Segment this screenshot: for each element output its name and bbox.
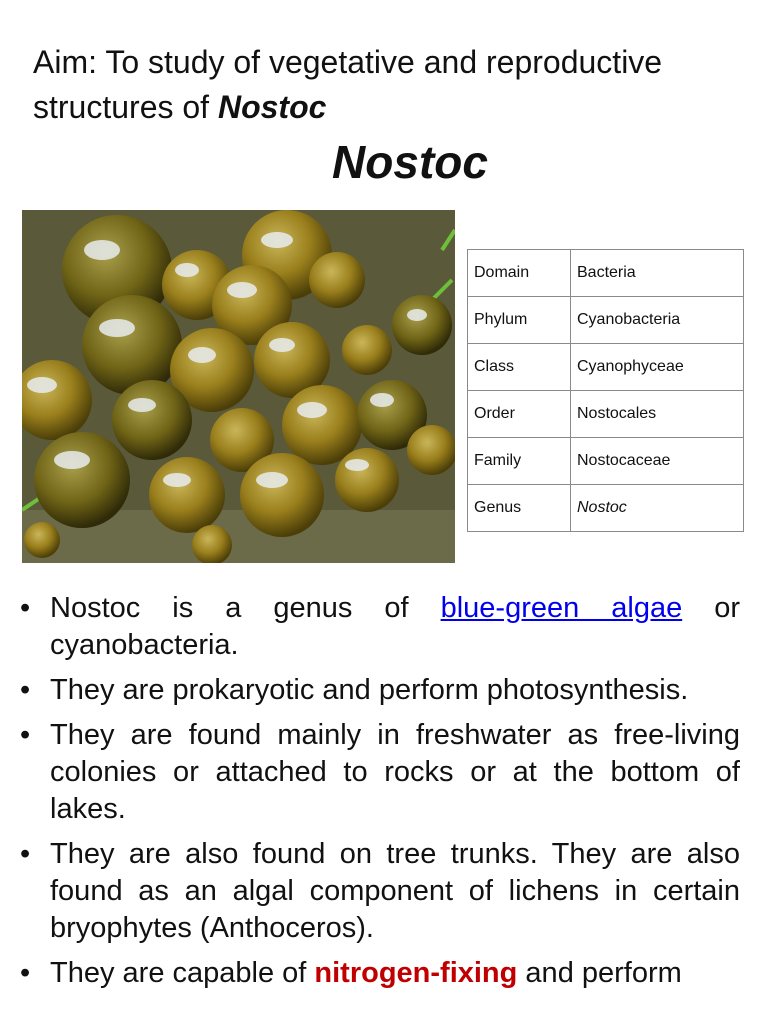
blue-green-algae-link[interactable]: blue-green algae bbox=[440, 592, 683, 624]
bullet-item bbox=[20, 955, 740, 992]
bullet-text: or cyanobacteria. bbox=[50, 592, 740, 661]
aim-text: Aim: To study of vegetative and reproductive structures of bbox=[33, 44, 663, 125]
nostoc-photo bbox=[22, 210, 455, 563]
bullet-list bbox=[20, 590, 740, 1000]
nitrogen-fixing-highlight: nitrogen-fixing bbox=[314, 957, 518, 989]
taxonomy-value: Nostocaceae bbox=[571, 438, 744, 485]
taxonomy-rank: Domain bbox=[468, 250, 571, 297]
bullet-text: They are found mainly in freshwater as free-living colonies or attached to rocks or at the bottom of lakes. bbox=[50, 719, 740, 825]
page-title: Nostoc bbox=[332, 136, 488, 188]
bullet-dot: • bbox=[20, 674, 31, 706]
taxonomy-value: Cyanobacteria bbox=[571, 297, 744, 344]
bullet-item bbox=[20, 590, 740, 664]
taxonomy-value: Nostoc bbox=[571, 485, 744, 532]
taxonomy-table bbox=[467, 249, 744, 532]
bullet-text: They are capable of bbox=[50, 957, 315, 989]
taxonomy-row-class bbox=[468, 344, 744, 391]
taxonomy-row-domain bbox=[468, 250, 744, 297]
bullet-text: They are also found on tree trunks. They are also found as an algal component of lichens in certain bryophytes (Anthoceros). bbox=[50, 838, 740, 944]
taxonomy-row-phylum bbox=[468, 297, 744, 344]
bullet-item bbox=[20, 717, 740, 828]
taxonomy-value: Cyanophyceae bbox=[571, 344, 744, 391]
bullet-text: They are prokaryotic and perform photosynthesis. bbox=[50, 674, 689, 706]
taxonomy-rank: Class bbox=[468, 344, 571, 391]
taxonomy-row-family bbox=[468, 438, 744, 485]
taxonomy-rank: Phylum bbox=[468, 297, 571, 344]
taxonomy-rank: Genus bbox=[468, 485, 571, 532]
taxonomy-value: Bacteria bbox=[571, 250, 744, 297]
bullet-dot: • bbox=[20, 838, 31, 870]
bullet-dot: • bbox=[20, 592, 31, 624]
bullet-item bbox=[20, 836, 740, 947]
taxonomy-rank: Order bbox=[468, 391, 571, 438]
bullet-text: and perform bbox=[517, 957, 682, 989]
aim-heading bbox=[33, 40, 743, 130]
taxonomy-row-order bbox=[468, 391, 744, 438]
taxonomy-rank: Family bbox=[468, 438, 571, 485]
bullet-item bbox=[20, 672, 740, 709]
aim-emphasis: Nostoc bbox=[217, 89, 327, 125]
taxonomy-value: Nostocales bbox=[571, 391, 744, 438]
taxonomy-row-genus bbox=[468, 485, 744, 532]
bullet-dot: • bbox=[20, 957, 31, 989]
bullet-dot: • bbox=[20, 719, 31, 751]
bullet-text: Nostoc is a genus of bbox=[50, 592, 441, 624]
